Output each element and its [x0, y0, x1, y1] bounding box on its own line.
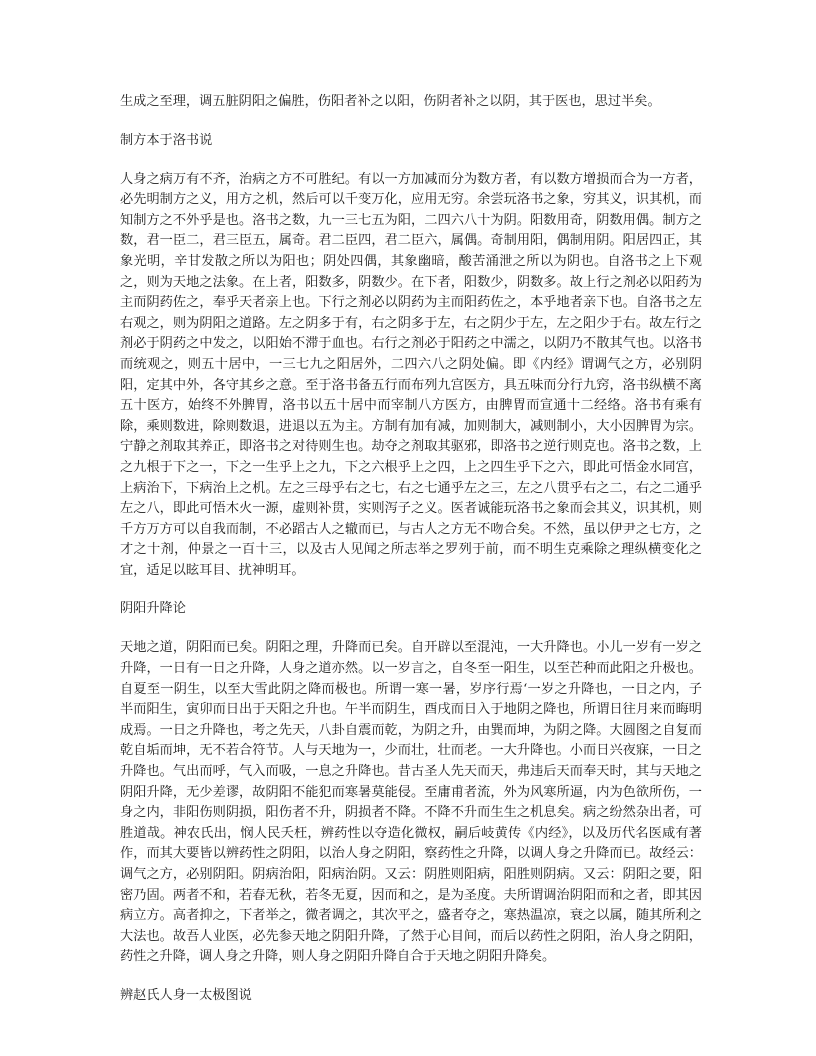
spacer [120, 619, 702, 638]
yinyang-paragraph: 天地之道，阴阳而已矣。阴阳之理，升降而已矣。自开辟以至混沌，一大升降也。小儿一岁有一岁之升降，一日有一日之升降，人身之道亦然。以一岁言之，自冬至一阳生，以至芒种而此阳之升极也。自夏至一阴生，以至大雪此阴之降而极也。所谓一寒一暑，岁序行焉‘一岁之升降也，一日之内，子半而阳生，寅卯而日出于天阳之升也。午半而阴生，酉戌而日入于地阴之降也，所谓日往月来而晦明成焉。一日之升降也，考之先天，八卦自震而乾，为阴之升，由巽而坤，为阴之降。大圆图之自复而乾自垢而坤，无不若合符节。人与天地为一，少而壮，壮而老。一大升降也。小而日兴夜寐，一日之升降也。气出而呼，气入而吸，一息之升降也。昔古圣人先天而天，弗违后天而奉天时，其与天地之阴阳升降，无少差谬，故阴阳不能犯而寒暑莫能侵。至庸甫者流，外为风寒所逼，内为色欲所伤，一身之内，非阳伤则阴损，阳伤者不升，阴损者不降。不降不升而生生之机息矣。病之纷然杂出者，可胜道哉。神农氏出，悯人民夭枉，辨药性以夺造化微权，嗣后岐黄传《内经》，以及历代名医咸有著作，而其大要皆以辨药性之阴阳，以治人身之阴阳，察药性之升降，以调人身之升降而已。故经云：调气之方，必别阴阳。阴病治阳，阳病治阴。又云：阴胜则阳病，阳胜则阴病。又云：阴阳之要，阳密乃固。两者不和，若春无秋，若冬无夏，因而和之，是为圣度。夫所谓调治阴阳而和之者，即其因病立方。高者抑之，下者举之，微者调之，其次平之，盛者夺之，寒热温凉，衰之以属，随其所利之大法也。故吾人业医，必先参天地之阴阳升降，了然于心目间，而后以药性之阴阳，治人身之阴阳，药性之升降，调人身之升降，则人身之阴阳升降自合于天地之阴阳升降矣。 [120, 640, 702, 965]
section-heading-prescription: 制方本于洛书说 [120, 132, 213, 148]
intro-paragraph: 生成之至理，调五脏阴阳之偏胜，伤阳者补之以阳，伤阴者补之以阴，其于医也，思过半矣。 [120, 94, 661, 109]
section-heading-taiji: 辨赵氏人身一太极图说 [120, 987, 252, 1003]
spacer [120, 581, 702, 599]
spacer [120, 151, 702, 170]
section-heading-yinyang: 阴阳升降论 [120, 601, 186, 617]
prescription-paragraph: 人身之病万有不齐，治病之方不可胜纪。有以一方加减而分为数方者，有以数方增损而合为一方者，必先明制方之义，用方之机，然后可以千变万化，应用无穷。余尝玩洛书之象，穷其义，识其机，而知制方之不外乎是也。洛书之数，九一三七五为阳，二四六八十为阴。阳数用奇，阴数用偶。制方之数，君一臣二，君三臣五，属奇。君二臣四，君二臣六，属偶。奇制用阳，偶制用阴。阳居四正，其象光明，辛甘发散之所以为阳也；阴处四偶，其象幽暗，酸苦涌泄之所以为阴也。自洛书之上下观之，则为天地之法象。在上者，阳数多，阴数少。在下者，阳数少，阴数多。故上行之剂必以阳药为主而阴药佐之，奉乎天者亲上也。下行之剂必以阴药为主而阳药佐之，本乎地者亲下也。自洛书之左右观之，则为阴阳之道路。左之阴多于有，右之阴多于左，右之阴少于左，左之阳少于右。故左行之剂必于阴药之中发之，以阳始不滞于血也。右行之剂必于阳药之中濡之，以阴乃不散其气也。以洛书而统观之，则五十居中，一三七九之阳居外，二四六八之阴处偏。即《内经》谓调气之方，必别阴阳，定其中外，各守其乡之意。至于洛书备五行而布列九宫医方，具五味而分行九窍，洛书纵横不离五十医方，始终不外脾胃，洛书以五十居中而宰制八方医方，由脾胃而宣通十二经络。洛书有乘有除，乘则数进，除则数退，进退以五为主。方制有加有减，加则制大，减则制小，大小因脾胃为宗。宁静之剂取其养正，即洛书之对待则生也。劫夺之剂取其驱邪，即洛书之逆行则克也。洛书之数，上之九根于下之一，下之一生乎上之九，下之六根乎上之四，上之四生乎下之六，即此可悟金水同宫，上病治下，下病治上之机。左之三母乎右之七，右之七通乎左之三，左之八贯乎右之二，右之二通乎左之八，即此可悟木火一源，虚则补贯，实则泻子之义。医者诚能玩洛书之象而会其义，识其机，则千方万方可以自我而制，不必蹈古人之辙而已，与古人之方无不吻合矣。不然，虽以伊尹之七方，之才之十剂，仲景之一百十三，以及古人见闻之所志举之罗列于前，而不明生克乘除之理纵横变化之宜，适足以眩耳目、扰神明耳。 [120, 171, 702, 578]
document-page [120, 92, 702, 1006]
spacer [120, 968, 702, 986]
spacer [120, 113, 702, 131]
